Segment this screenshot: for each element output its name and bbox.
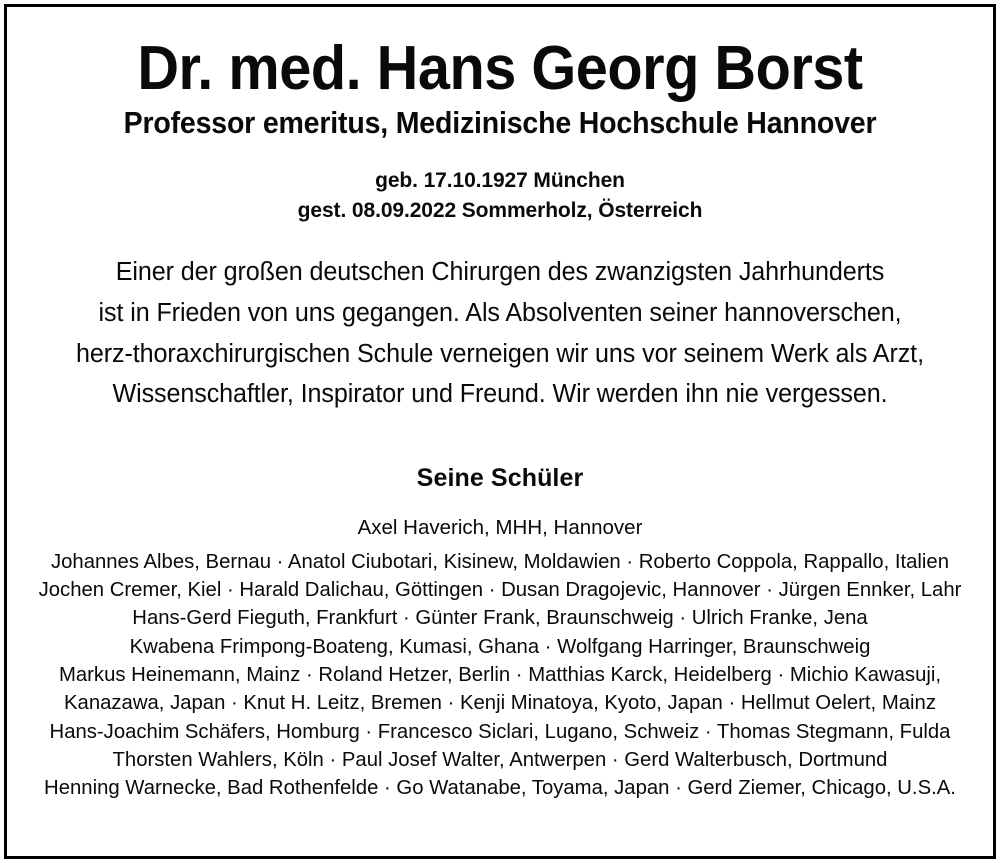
deceased-name: Dr. med. Hans Georg Borst [137,34,863,103]
notice-content [7,7,993,812]
student-line: Henning Warnecke, Bad Rothenfelde · Go Watanabe, Toyama, Japan · Gerd Ziemer, Chicago, U.S.A. [44,776,956,800]
professional-title: Professor emeritus, Medizinische Hochschule Hannover [123,105,877,141]
students-list [33,548,967,803]
student-line: Hans-Joachim Schäfers, Homburg · Francesco Siclari, Lugano, Schweiz · Thomas Stegmann, Fulda [49,719,951,743]
memorial-text-line: ist in Frieden von uns gegangen. Als Absolventen seiner hannoverschen, [98,298,902,327]
student-line: Kwabena Frimpong-Boateng, Kumasi, Ghana · Wolfgang Harringer, Braunschweig [129,634,871,658]
student-lead-name: Axel Haverich, MHH, Hannover [357,516,643,540]
student-line: Johannes Albes, Bernau · Anatol Ciubotari, Kisinew, Moldawien · Roberto Coppola, Rappallo, Italien [50,549,950,573]
student-line: Markus Heinemann, Mainz · Roland Hetzer, Berlin · Matthias Karck, Heidelberg · Michio Kawasuji, [58,662,942,686]
life-dates [33,166,967,226]
memorial-text-line: herz-thoraxchirurgischen Schule verneigen wir uns vor seinem Werk als Arzt, [76,339,924,368]
memorial-text-line: Wissenschaftler, Inspirator und Freund. Wir werden ihn nie vergessen. [112,380,888,409]
birth-date: geb. 17.10.1927 München [375,169,625,193]
memorial-text-line: Einer der großen deutschen Chirurgen des zwanzigsten Jahrhunderts [115,257,885,286]
death-date: gest. 08.09.2022 Sommerholz, Österreich [297,199,703,223]
students-section-heading: Seine Schüler [416,464,584,493]
memorial-text [33,252,967,415]
student-line: Hans-Gerd Fieguth, Frankfurt · Günter Frank, Braunschweig · Ulrich Franke, Jena [132,606,868,630]
notice-border-frame [4,4,996,859]
student-line: Thorsten Wahlers, Köln · Paul Josef Walter, Antwerpen · Gerd Walterbusch, Dortmund [112,747,888,771]
student-line: Kanazawa, Japan · Knut H. Leitz, Bremen · Kenji Minatoya, Kyoto, Japan · Hellmut Oelert, Mainz [64,691,936,715]
student-line: Jochen Cremer, Kiel · Harald Dalichau, Göttingen · Dusan Dragojevic, Hannover · Jürgen Ennker, Lahr [38,578,962,602]
